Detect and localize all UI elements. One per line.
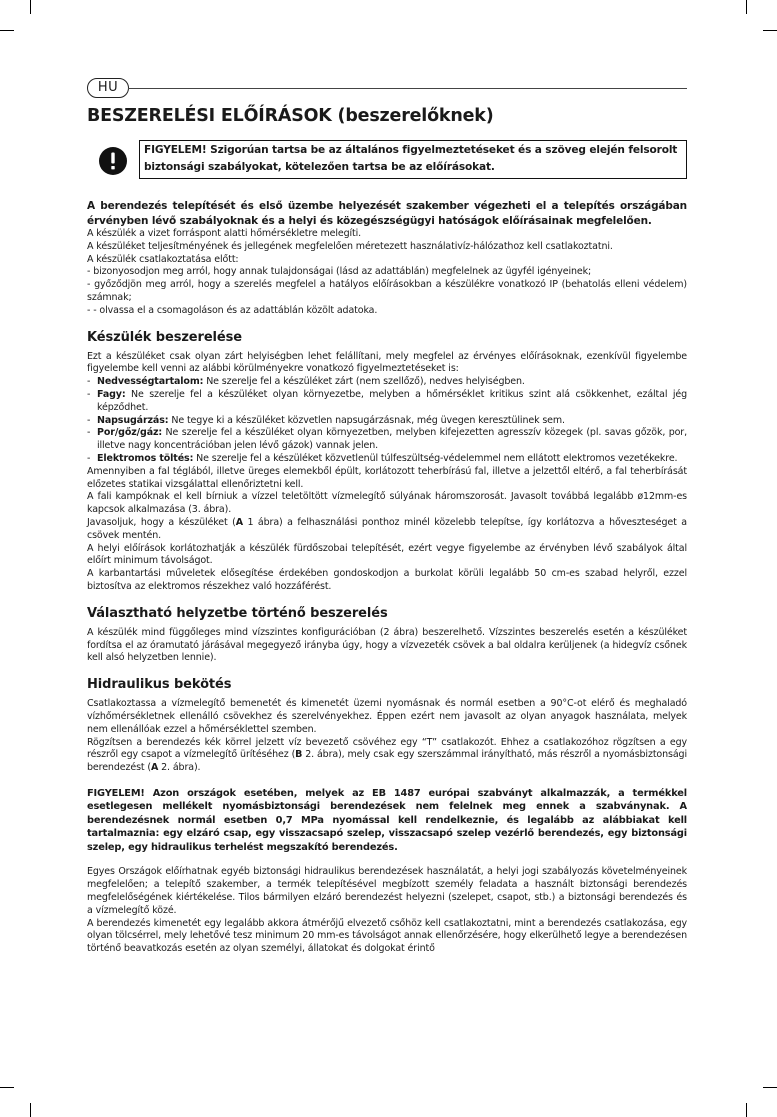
crop-mark-br-h <box>763 1087 777 1088</box>
header-rule <box>128 88 687 89</box>
intro-bullet: - bizonyosodjon meg arról, hogy annak tulajdonságai (lásd az adattáblán) megfelelnek az ügyfél igényeinek; <box>87 266 592 278</box>
language-code-badge: HU <box>87 78 129 98</box>
crop-mark-tr-h <box>763 30 777 31</box>
crop-mark-tl-h <box>0 30 14 31</box>
intro-paragraph: A készülék csatlakoztatása előtt: <box>87 253 239 265</box>
list-item-text: Ne szerelje fel a készüléket olyan környezetbe, melyben a hőmérséklet kritikus szint alá csökkenhet, ezáltal jég képződhet. <box>97 388 687 413</box>
section-paragraph <box>87 517 687 543</box>
section-paragraph <box>87 737 687 775</box>
text-run: 2. ábra), mely csak egy szerszámmal irányítható, más részről a nyomásbiztonsági berendezést ( <box>87 749 687 774</box>
page-title: BESZERELÉSI ELŐÍRÁSOK (beszerelőknek) <box>87 106 494 126</box>
section-paragraph: A készülék mind függőleges mind vízszintes konfigurációban (2 ábra) beszerelhető. Vízszintes beszerelés esetén a készüléket fordítsa el az óramutató járásával megegyező irányba úgy, hogy a vízvezeték csövek a bal oldalra kerüljenek (a hidegvíz csőnek kell alsó helyzetben lennie). <box>87 626 687 664</box>
document-page <box>87 78 687 956</box>
hydraulic-warning: FIGYELEM! Azon országok esetében, melyek az EB 1487 európai szabványt alkalmazzák, a termékkel esetlegesen mellékelt nyomásbiztonsági berendezések nem felelnek meg ennek a szabványnak. A berendezésnek normál esetben 0,7 MPa nyomással kell rendelkeznie, és legalább az alábbiakat kell tartalmaznia: egy elzáró csap, egy visszacsapó szelep, visszacsapó szelep vezérlő berendezés, egy biztonsági szelep, egy hidraulikus terhelést megszakító berendezés. <box>87 787 687 853</box>
figure-ref: A <box>235 516 243 528</box>
section-paragraph: A berendezés kimenetét egy legalább akkora átmérőjű elvezető csőhöz kell csatlakoztatni, mint a berendezés csatlakozása, egy olyan tölcsérrel, mely lehetővé tesz minimum 20 mm-es távolságot annak ellenőrzésére, hogy elkerülhető legye a berendezésen történő beavatkozás esetén az olyan személyi, állatokat és dolgokat érintő <box>87 917 687 955</box>
exclamation-warning-icon <box>99 147 127 179</box>
section-paragraph: A helyi előírások korlátozhatják a készülék fürdőszobai telepítését, ezért vegye figyelembe az érvényben lévő szabályok által előírt minimum távolságot. <box>87 542 687 567</box>
text-run: 2. ábra). <box>158 762 201 774</box>
section-paragraph: A fali kampóknak el kell bírniuk a vízzel teletöltött vízmelegítő súlyának háromszorosát. Javasolt továbbá legalább ø12mm-es kapcsok alkalmazása (3. ábra). <box>87 491 687 516</box>
list-item-label: Elektromos töltés: <box>97 452 194 464</box>
list-item-text: Ne szerelje fel a készüléket olyan környezetben, melyben kifejezetten agresszív közegek (pl. savas gőzök, por, illetve nagy koncentrációban jelen lévő gázok) vannak jelen. <box>97 427 687 452</box>
list-item-text: Ne szerelje fel a készüléket zárt (nem szellőző), nedves helyiségben. <box>203 376 525 388</box>
figure-ref: B <box>295 749 303 761</box>
section-paragraph: Egyes Országok előírhatnak egyéb biztonsági hidraulikus berendezések használatát, a helyi jogi szabályozás követelményeinek megfelelően; a telepítő szakember, a termék telepítésével megbízott személy feladata a használt biztonsági berendezés megfelelőségének kiértékelése. Tilos bármilyen elzáró berendezést helyezni (szelepet, csapot, stb.) a biztonsági berendezés és a vízmelegítő közé. <box>87 866 687 916</box>
text-run: Javasoljuk, hogy a készüléket ( <box>87 516 236 528</box>
language-header <box>87 78 687 100</box>
conditions-list <box>87 376 687 466</box>
crop-mark-br-v <box>746 1103 747 1117</box>
text-run: 1 ábra) a felhasználási ponthoz minél közelebb telepítse, így korlátozva a hőveszteséget a csövek mentén. <box>87 516 687 541</box>
list-item <box>87 427 687 453</box>
crop-mark-tr-v <box>746 0 747 14</box>
list-item <box>87 376 687 389</box>
crop-mark-bl-v <box>30 1103 31 1117</box>
intro-bullet: - győződjön meg arról, hogy a szerelés megfelel a hatályos előírásokban a készülékre vonatkozó IP (behatolás elleni védelem) számnak; <box>87 279 687 303</box>
list-item-label: Por/gőz/gáz: <box>97 427 163 439</box>
list-item-text: Ne tegye ki a készüléket közvetlen napsugárzásnak, még üvegen keresztülinek sem. <box>168 414 565 426</box>
figure-ref: A <box>151 762 159 774</box>
list-item <box>87 453 687 466</box>
section-title-hydraulic: Hidraulikus bekötés <box>87 677 232 693</box>
section-paragraph: Ezt a készüléket csak olyan zárt helyiségben lehet felállítani, mely megfelel az érvényes előírásoknak, ezenkívül figyelembe figyelembe kell venni az alábbi körülményekre vonatkozó figyelmeztetéseket is: <box>87 350 687 375</box>
list-item <box>87 389 687 415</box>
intro-paragraph: A készüléket teljesítményének és jellegének megfelelően méretezett használativíz-hálózathoz kell csatlakoztatni. <box>87 240 613 252</box>
list-item-label: Napsugárzás: <box>97 414 169 426</box>
crop-mark-bl-h <box>0 1087 14 1088</box>
list-item <box>87 415 687 428</box>
section-paragraph: A karbantartási műveletek elősegítése érdekében gondoskodjon a burkolat körüli legalább 50 cm-es szabad helyről, ezzel biztosítva az elektromos részekhez való hozzáférést. <box>87 568 687 592</box>
section-title-orientation: Választható helyzetbe történő beszerelés <box>87 605 388 621</box>
list-item-label: Fagy: <box>97 388 126 400</box>
intro-lead: A berendezés telepítését és első üzembe helyezését szakember végezheti el a telepítés országában érvényben lévő szabályoknak és a helyi és közegészségügyi hatóságok előírásainak megfelelően. <box>87 200 687 227</box>
text-run: Rögzítsen a berendezés kék körrel jelzett víz bevezető csövéhez egy “T” csatlakozót. Ehhez a csatlakozóhoz rögzítsen a egy részről egy csapot a vízmelegítő ürítéséhez ( <box>87 736 687 761</box>
section-paragraph: Csatlakoztassa a vízmelegítő bemenetét és kimenetét üzemi nyomásnak és normál esetben a 90°C-ot elérő és meghaladó vízhőmérsékletnek ellenálló csövekhez és szerelvényekhez. Éppen ezért nem javasolt az olyan anyagok használata, melyek nem ellenállóak ezzel a hőmérséklettel szemben. <box>87 698 687 735</box>
list-item-text: Ne szerelje fel a készüléket közvetlenül túlfeszültség-védelemmel nem ellátott elektromos vezetékekre. <box>193 452 678 464</box>
section-paragraph: Amennyiben a fal téglából, illetve üreges elemekből épült, korlátozott teherbírású fal, illetve a jelzettől eltérő, a fal teherbírását előzetes statikai vizsgálattal ellenőriztetni kell. <box>87 465 687 490</box>
warning-text: FIGYELEM! Szigorúan tartsa be az általános figyelmeztetéseket és a szöveg elején felsorolt biztonsági szabályokat, kötelezően tartsa be az előírásokat. <box>139 140 687 179</box>
intro-paragraph: A készülék a vizet forráspont alatti hőmérsékletre melegíti. <box>87 228 362 239</box>
warning-box <box>87 140 687 186</box>
crop-mark-tl-v <box>30 0 31 14</box>
intro-bullet: - - olvassa el a csomagoláson és az adattáblán közölt adatoka. <box>87 304 378 316</box>
list-item-label: Nedvességtartalom: <box>97 376 204 388</box>
intro-section <box>87 199 687 318</box>
section-title-installation: Készülék beszerelése <box>87 329 242 345</box>
